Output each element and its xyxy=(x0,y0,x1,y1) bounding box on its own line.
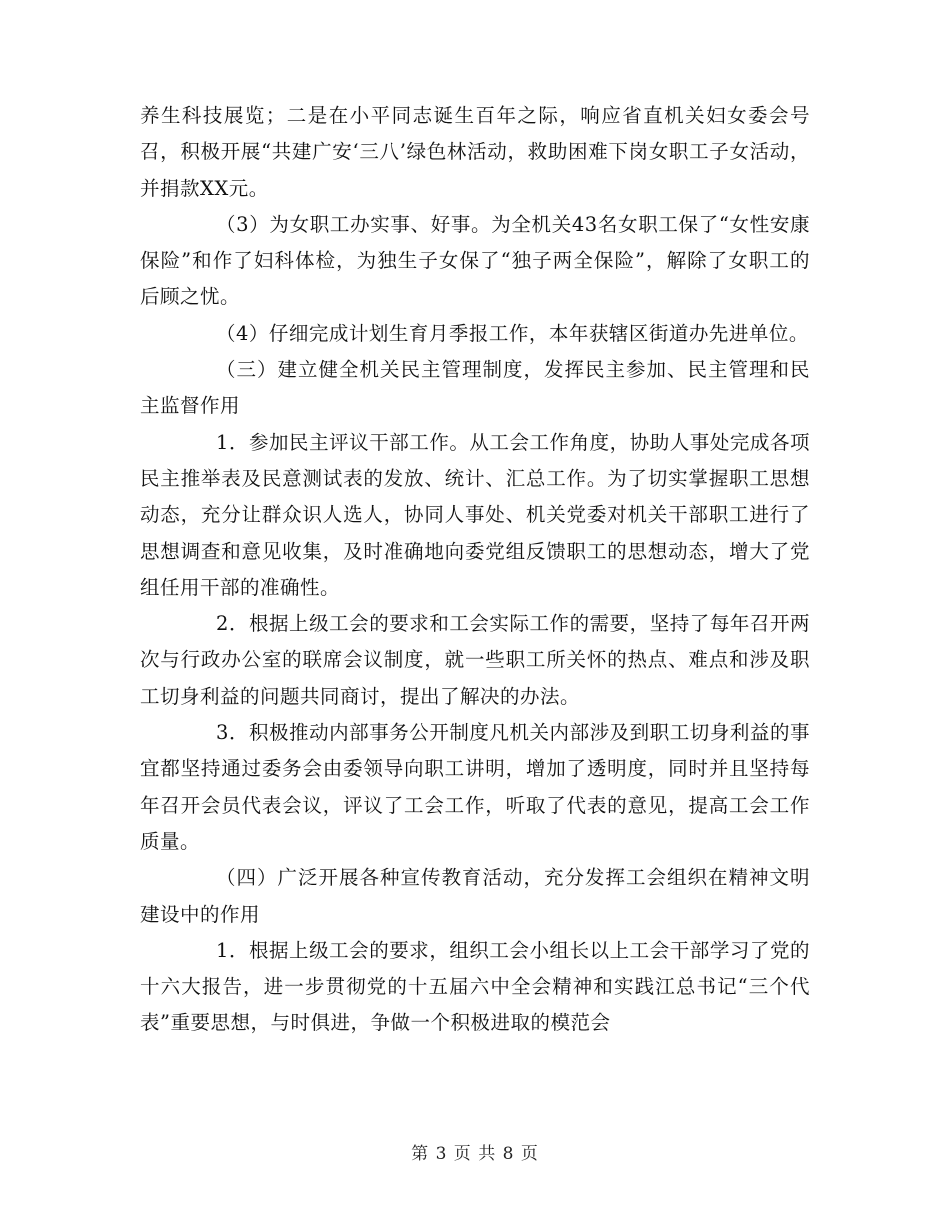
paragraph-item-4: （4）仔细完成计划生育月季报工作，本年获辖区街道办先进单位。 xyxy=(216,321,809,345)
paragraph-point-1: 1．参加民主评议干部工作。从工会工作角度，协助人事处完成各项民主推举表及民意测试表的发放、统计、汇总工作。为了切实掌握职工思想动态，充分让群众识人选人，协同人事处、机关党委对机关干部职工进行了思想调查和意见收集，及时准确地向委党组反馈职工的思想动态，增大了党组任用干部的准确性。 xyxy=(140,430,810,599)
section-heading-3: （三）建立健全机关民主管理制度，发挥民主参加、民主管理和民主监督作用 xyxy=(140,358,810,418)
paragraph-point-1b: 1．根据上级工会的要求，组织工会小组长以上工会干部学习了党的十六大报告，进一步贯彻党的十五届六中全会精神和实践江总书记“三个代表”重要思想，与时俱进，争做一个积极进取的模范会 xyxy=(140,938,810,1035)
paragraph-item-3: （3）为女职工办实事、好事。为全机关43名女职工保了“女性安康保险”和作了妇科体检，为独生子女保了“独子两全保险”，解除了女职工的后顾之忧。 xyxy=(140,212,810,309)
paragraph-continuation: 养生科技展览；二是在小平同志诞生百年之际，响应省直机关妇女委会号召，积极开展“共建广安‘三八’绿色林活动，救助困难下岗女职工子女活动，并捐款XX元。 xyxy=(140,104,810,200)
section-heading-4: （四）广泛开展各种宣传教育活动，充分发挥工会组织在精神文明建设中的作用 xyxy=(140,866,810,926)
document-body xyxy=(140,98,810,1042)
paragraph-point-3: 3．积极推动内部事务公开制度凡机关内部涉及到职工切身利益的事宜都坚持通过委务会由委领导向职工讲明，增加了透明度，同时并且坚持每年召开会员代表会议，评议了工会工作，听取了代表的意见，提高工会工作质量。 xyxy=(140,721,810,853)
paragraph-point-2: 2．根据上级工会的要求和工会实际工作的需要，坚持了每年召开两次与行政办公室的联席会议制度，就一些职工所关怀的热点、难点和涉及职工切身利益的问题共同商讨，提出了解决的办法。 xyxy=(140,612,810,708)
page-footer: 第 3 页 共 8 页 xyxy=(411,1144,539,1164)
